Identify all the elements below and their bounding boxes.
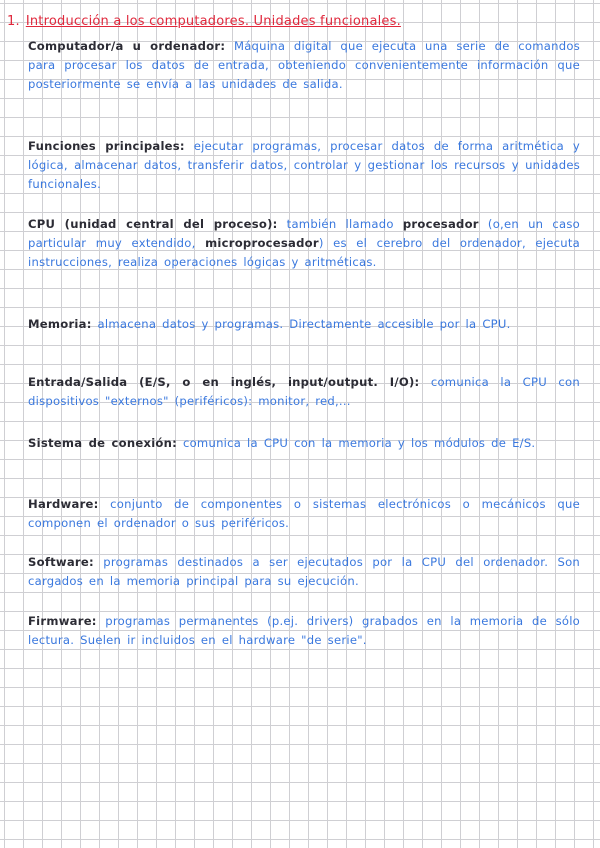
entry-cpu	[28, 215, 580, 272]
entry-definition: comunica la CPU con la memoria y los módulos de E/S.	[182, 436, 536, 450]
entry-software	[28, 553, 580, 591]
entry-definition: comunica la CPU con dispositivos "externos" (periféricos): monitor, red,...	[28, 375, 580, 408]
entry-definition-part: ) es el cerebro del ordenador, ejecuta instrucciones, realiza operaciones lógicas y aritméticas.	[28, 236, 580, 269]
entry-term: Memoria:	[28, 317, 92, 331]
entry-funciones	[28, 137, 580, 194]
section-number: 1.	[7, 14, 20, 29]
entry-term: Computador/a u ordenador:	[28, 39, 226, 53]
entry-definition: programas permanentes (p.ej. drivers) grabados en la memoria de sólo lectura. Suelen ir incluidos en el hardware "de serie".	[28, 614, 581, 647]
entry-term: Firmware:	[28, 614, 97, 628]
section-title-text: Introducción a los computadores. Unidades funcionales.	[25, 14, 401, 29]
entry-computador	[28, 37, 580, 94]
entry-definition-part: también llamado	[286, 217, 394, 231]
section-title	[7, 13, 587, 31]
entry-term: CPU (unidad central del proceso):	[28, 217, 278, 231]
entry-keyword: microprocesador	[205, 236, 319, 250]
entry-keyword: procesador	[402, 217, 479, 231]
entry-hardware	[28, 495, 580, 533]
entry-term: Hardware:	[28, 497, 99, 511]
entry-definition: ejecutar programas, procesar datos de forma aritmética y lógica, almacenar datos, transferir datos, controlar y gestionar los recursos y unidades funcionales.	[28, 139, 580, 191]
entry-entrada-salida	[28, 373, 580, 411]
entry-term: Sistema de conexión:	[28, 436, 178, 450]
entry-sistema-conexion	[28, 434, 580, 453]
entry-definition: programas destinados a ser ejecutados por la CPU del ordenador. Son cargados en la memoria principal para su ejecución.	[28, 555, 581, 588]
entry-firmware	[28, 612, 580, 650]
entry-term: Software:	[28, 555, 94, 569]
entry-memoria	[28, 315, 580, 334]
entry-definition: Máquina digital que ejecuta una serie de comandos para procesar los datos de entrada, obteniendo convenientemente información que posteriormente se envía a las unidades de salida.	[28, 39, 581, 91]
entry-definition: conjunto de componentes o sistemas electrónicos o mecánicos que componen el ordenador o sus periféricos.	[28, 497, 581, 530]
entry-term: Entrada/Salida (E/S, o en inglés, input/output. I/O):	[28, 375, 420, 389]
entry-term: Funciones principales:	[28, 139, 185, 153]
entry-definition-part: (o,en un caso particular muy extendido,	[28, 217, 581, 250]
entry-definition: almacena datos y programas. Directamente accesible por la CPU.	[97, 317, 511, 331]
